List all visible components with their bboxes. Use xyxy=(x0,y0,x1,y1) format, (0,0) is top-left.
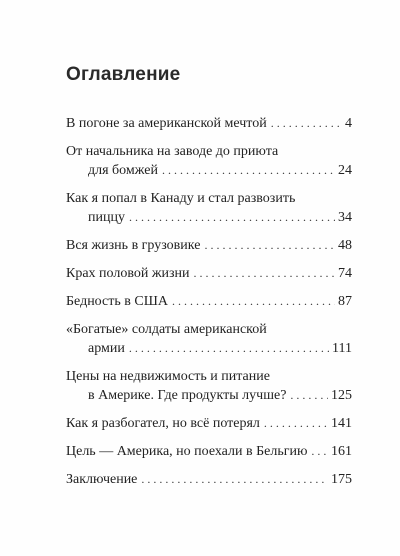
toc-entry-line xyxy=(66,189,352,208)
toc-entry-title-continued: для бомжей xyxy=(88,163,158,178)
toc-entry-line xyxy=(66,142,352,161)
toc-entry-line xyxy=(66,320,352,339)
dot-leader xyxy=(129,208,335,227)
toc-page-number: 87 xyxy=(338,294,352,309)
toc-entry xyxy=(66,292,352,311)
toc-entry xyxy=(66,414,352,433)
toc-entry xyxy=(66,114,352,133)
table-of-contents xyxy=(66,114,352,498)
toc-entry-line xyxy=(66,114,352,133)
dot-leader xyxy=(194,264,335,283)
toc-entry-title-continued: пиццу xyxy=(88,210,125,225)
toc-page-number: 161 xyxy=(331,444,352,459)
dot-leader xyxy=(172,292,335,311)
toc-page-number: 24 xyxy=(338,163,352,178)
dot-leader xyxy=(311,442,328,461)
toc-entry xyxy=(66,442,352,461)
toc-entry xyxy=(66,320,352,358)
toc-entry-title: Цены на недвижимость и питание xyxy=(66,369,270,384)
toc-entry-line-continued xyxy=(66,208,352,227)
toc-entry-title: В погоне за американской мечтой xyxy=(66,116,267,131)
toc-entry-title-continued: в Америке. Где продукты лучше? xyxy=(88,388,287,403)
toc-entry-title-continued: армии xyxy=(88,341,125,356)
toc-page-number: 125 xyxy=(331,388,352,403)
toc-entry xyxy=(66,189,352,227)
page-title: Оглавление xyxy=(66,64,181,85)
toc-entry-line-continued xyxy=(66,161,352,180)
toc-entry-title: Заключение xyxy=(66,472,138,487)
toc-entry xyxy=(66,470,352,489)
toc-page-number: 111 xyxy=(332,341,352,356)
toc-entry-line-continued xyxy=(66,339,352,358)
toc-page-number: 141 xyxy=(331,416,352,431)
toc-entry-title: «Богатые» солдаты американской xyxy=(66,322,267,337)
toc-entry xyxy=(66,264,352,283)
dot-leader xyxy=(141,470,328,489)
toc-page-number: 34 xyxy=(338,210,352,225)
dot-leader xyxy=(204,236,335,255)
toc-entry-title: Крах половой жизни xyxy=(66,266,190,281)
toc-page-number: 48 xyxy=(338,238,352,253)
toc-entry-title: Бедность в США xyxy=(66,294,168,309)
toc-entry-line xyxy=(66,470,352,489)
dot-leader xyxy=(129,339,329,358)
dot-leader xyxy=(162,161,335,180)
toc-entry-line-continued xyxy=(66,386,352,405)
toc-entry xyxy=(66,236,352,255)
toc-entry-line xyxy=(66,367,352,386)
toc-entry-line xyxy=(66,414,352,433)
toc-entry-title: Вся жизнь в грузовике xyxy=(66,238,201,253)
toc-entry xyxy=(66,367,352,405)
toc-entry-title: От начальника на заводе до приюта xyxy=(66,144,279,159)
toc-entry-line xyxy=(66,236,352,255)
toc-entry-title: Цель — Америка, но поехали в Бельгию xyxy=(66,444,308,459)
dot-leader xyxy=(271,114,342,133)
toc-entry-line xyxy=(66,292,352,311)
toc-page-number: 4 xyxy=(345,116,352,131)
toc-entry-title: Как я попал в Канаду и стал развозить xyxy=(66,191,296,206)
toc-page-number: 74 xyxy=(338,266,352,281)
dot-leader xyxy=(290,386,328,405)
toc-entry-line xyxy=(66,264,352,283)
toc-entry-line xyxy=(66,442,352,461)
dot-leader xyxy=(264,414,328,433)
toc-entry xyxy=(66,142,352,180)
toc-page-number: 175 xyxy=(331,472,352,487)
toc-entry-title: Как я разбогател, но всё потерял xyxy=(66,416,260,431)
